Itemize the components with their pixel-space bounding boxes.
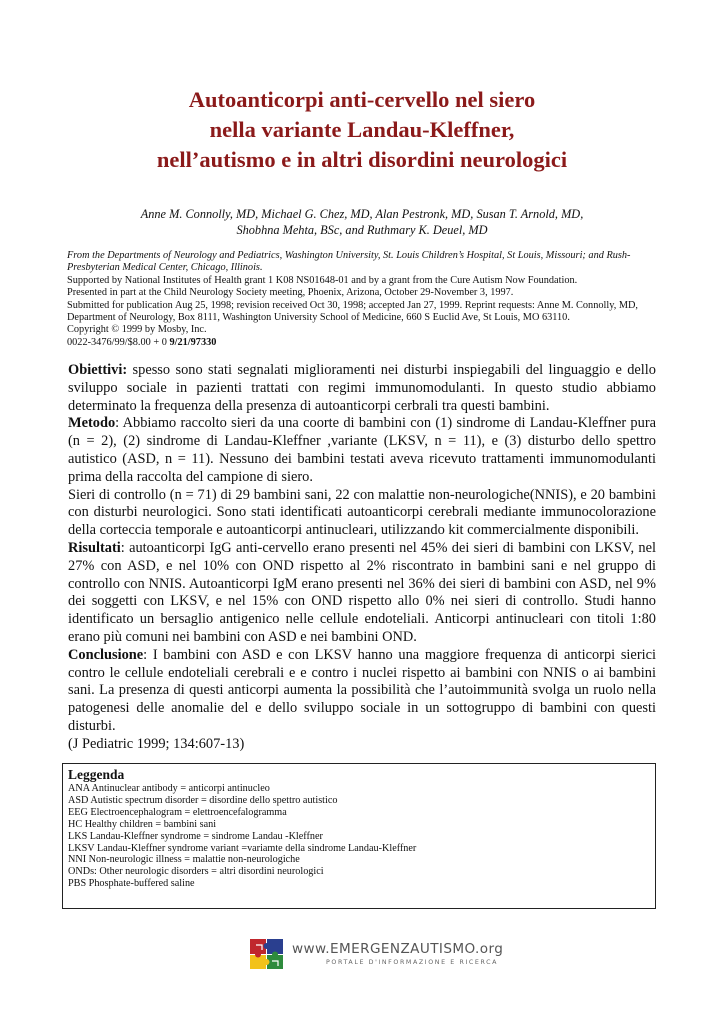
logo-subtext: PORTALE D'INFORMAZIONE E RICERCA <box>326 959 499 966</box>
abstract <box>68 362 656 754</box>
logo-text: www.EMERGENZAUTISMO.org <box>292 941 504 957</box>
title-line-2: nella variante Landau-Kleffner, <box>209 117 515 142</box>
abstract-method <box>68 415 656 486</box>
abstract-objectives <box>68 362 656 415</box>
results-label: Risultati <box>68 539 121 556</box>
support-note: Supported by National Institutes of Health grant 1 K08 NS01648-01 and by a grant from the Cure Autism Now Foundation. <box>67 274 578 286</box>
method-text: : Abbiamo raccolto sieri da una coorte di bambini con (1) sindrome di Landau-Kleffner pura (n = 2), (2) sindrome di Landau-Kleffner ,variante (LKSV, n = 11), e (3) disturbo dello spettro autistico (ASD, n = 11). Nessuno dei bambini testati aveva ricevuto trattamenti immunomodulanti prima della raccolta del campione di siero. <box>68 415 656 485</box>
title-line-1: Autoanticorpi anti-cervello nel siero <box>188 87 536 112</box>
abbreviation-legend-box <box>62 763 656 909</box>
authors-line-1: Anne M. Connolly, MD, Michael G. Chez, MD, Alan Pestronk, MD, Susan T. Arnold, MD, <box>140 207 584 221</box>
copyright-note: Copyright © 1999 by Mosby, Inc. <box>67 324 207 336</box>
presented-note: Presented in part at the Child Neurology Society meeting, Phoenix, Arizona, October 29-November 3, 1997. <box>67 287 514 299</box>
submission-note: Submitted for publication Aug 25, 1998; revision received Oct 30, 1998; accepted Jan 27, 1999. Reprint requests: Anne M. Connolly, MD, Department of Neurology, Box 8111, Washington University School of Medicine, 660 S Euclid Ave, St Louis, MO 63110. <box>67 299 639 324</box>
puzzle-logo-icon <box>248 937 286 971</box>
legend-item: ASD Autistic spectrum disorder = disordine dello spettro autistico <box>68 794 338 806</box>
legend-title: Leggenda <box>68 767 125 782</box>
abstract-results <box>68 540 656 647</box>
legend-item: LKS Landau-Kleffner syndrome = sindrome Landau -Kleffner <box>68 830 323 842</box>
legend-item: LKSV Landau-Kleffner syndrome variant =variamte della sindrome Landau-Kleffner <box>68 842 417 854</box>
results-text: : autoanticorpi IgG anti-cervello erano presenti nel 45% dei sieri di bambini con LKSV, nel 27% con ASD, e nel 10% con OND rispetto al 2% riscontrato in bambini sani e nel gruppo di controllo con NNIS. Autoanticorpi IgM erano presenti nel 36% dei sieri di bambini con ASD, nel 9% dei soggetti con LKSV, e nel 15% con OND rispetto allo 0% nei sieri di controllo. Studi hanno identificato un bersaglio antigenico nelle cellule endoteliali. Anticorpi antinucleari con titoli 1:80 erano più comuni nei bambini con ASD e nei bambini OND. <box>68 539 656 645</box>
abstract-citation: (J Pediatric 1999; 134:607-13) <box>68 735 245 752</box>
legend-item: ANA Antinuclear antibody = anticorpi antinucleo <box>68 783 270 794</box>
objectives-text: spesso sono stati segnalati miglioramenti nei disturbi inspiegabili del linguaggio e dello sviluppo sociale in pazienti trattati con regimi immunomodulanti. In questo studio abbiamo determinato la frequenza della presenza di autoanticorpi cerbrali tra questi bambini. <box>68 362 656 414</box>
objectives-label: Obiettivi: <box>68 362 128 378</box>
article-title <box>60 85 664 175</box>
authors-line-2: Shobhna Mehta, BSc, and Ruthmary K. Deuel, MD <box>236 223 488 237</box>
article-code <box>67 337 667 349</box>
abstract-conclusion <box>68 647 656 736</box>
article-code-bold: 9/21/97330 <box>169 336 217 348</box>
title-line-3: nell’autismo e in altri disordini neurologici <box>156 147 568 172</box>
emergenzautismo-logo <box>248 937 504 973</box>
legend-item: ONDs: Other neurologic disorders = altri disordini neurologici <box>68 866 324 878</box>
legend-item: HC Healthy children = bambini sani <box>68 818 217 830</box>
author-list <box>60 206 664 238</box>
affiliation-note: From the Departments of Neurology and Pediatrics, Washington University, St. Louis Children’s Hospital, St Louis, Missouri; and Rush-Presbyterian Medical Center, Chicago, Illinois. <box>67 250 631 274</box>
conclusion-text: : I bambini con ASD e con LKSV hanno una maggiore frequenza di anticorpi sierici contro le cellule endoteliali cerebrali e e contro i nuclei rispetto ai bambini con NNIS o ai bambini sani. La presenza di questi anticorpi aumenta la possibilità che l’autoimmunità svolga un ruolo nella patogenesi delle anomalie del e dello sviluppo sociale in un sottogruppo di bambini con questi disturbi. <box>68 646 656 734</box>
legend-item: EEG Electroencephalogram = elettroencefalogramma <box>68 806 287 818</box>
method-label: Metodo <box>68 415 116 432</box>
conclusion-label: Conclusione <box>68 646 144 663</box>
legend-item: NNI Non-neurologic illness = malattie non-neurologiche <box>68 854 300 866</box>
article-metadata <box>67 250 667 349</box>
article-code-prefix: 0022-3476/99/$8.00 + 0 <box>67 336 170 348</box>
abstract-controls: Sieri di controllo (n = 71) di 29 bambini sani, 22 con malattie non-neurologiche(NNIS), e 20 bambini con disturbi neurologici. Sono stati identificati autoanticorpi cerebrali mediante immunocolorazione della corteccia temporale e autoanticorpi antinucleari, utilizzando kit commercialmente disponibili. <box>68 486 656 539</box>
legend-item: PBS Phosphate-buffered saline <box>68 878 195 890</box>
